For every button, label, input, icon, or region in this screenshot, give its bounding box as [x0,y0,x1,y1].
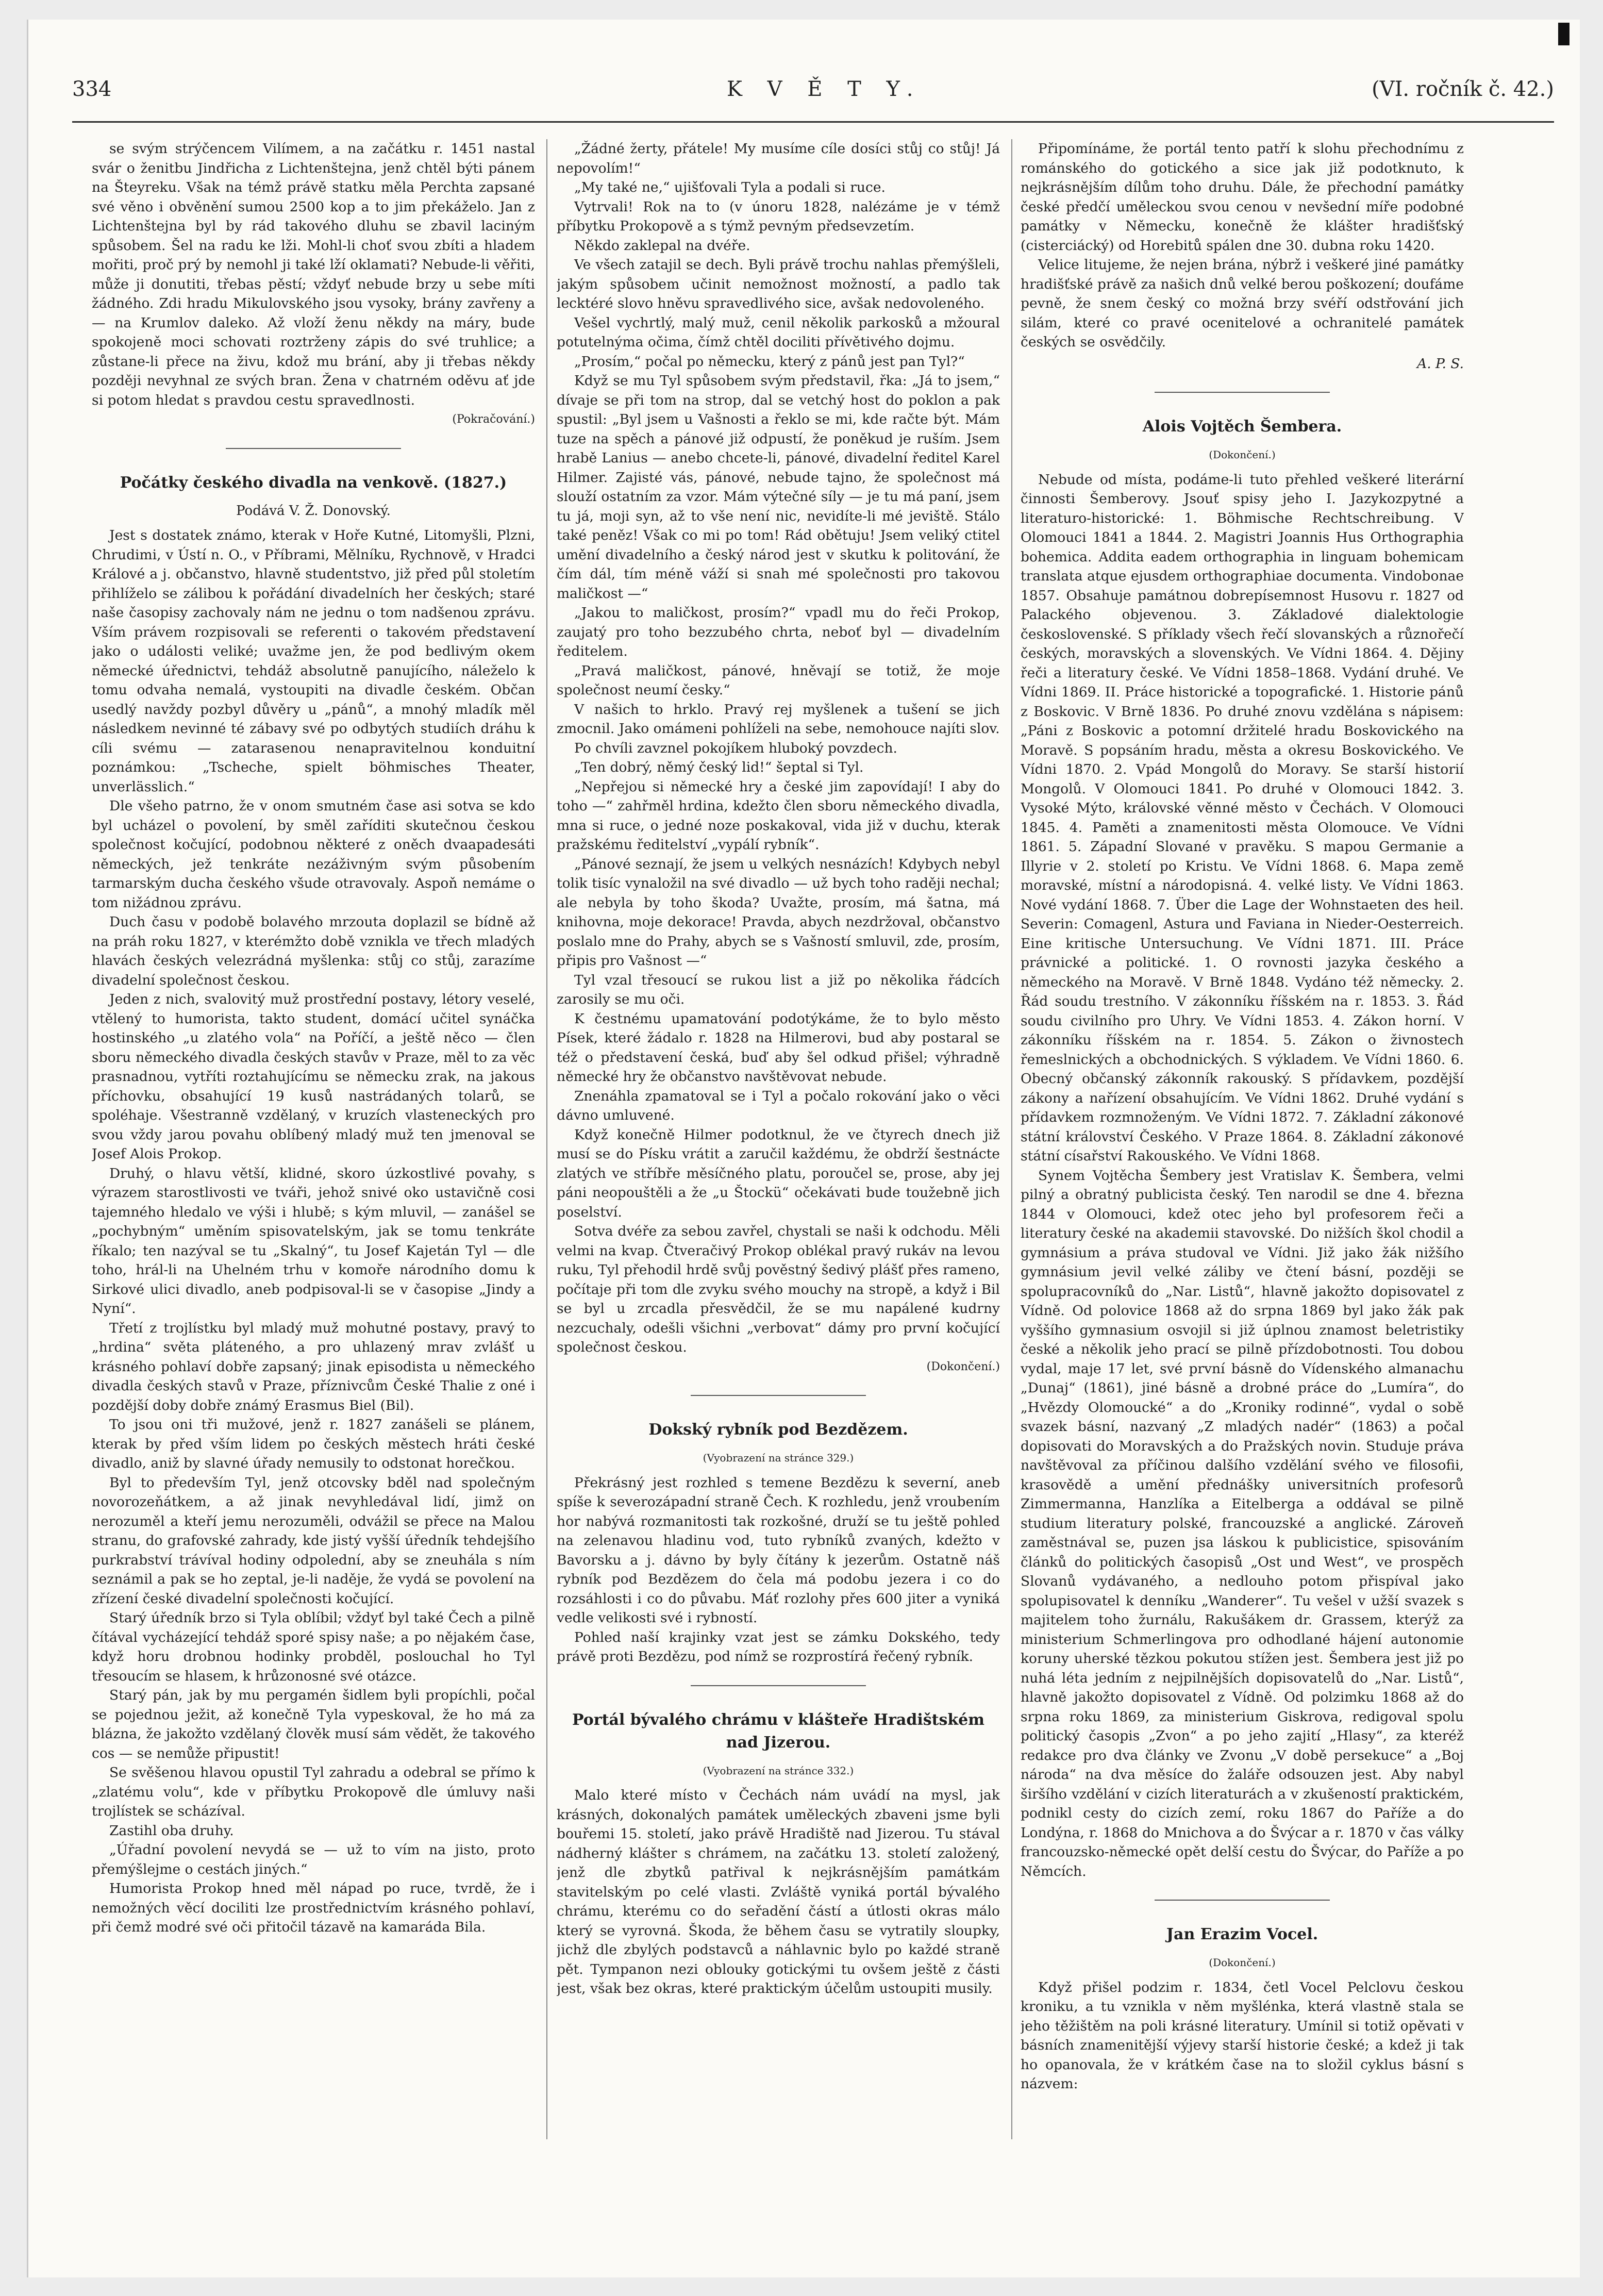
paragraph: „My také ne,“ ujišťovali Tyla a podali si ruce. [574,179,886,195]
paragraph: K čestnému upamatování podotýkáme, že to bylo město Písek, které žádalo r. 1828 na Hilmerovi, bud aby postaral se též o představení česká, buď aby šel odkud přišel; výhradně německé hry že občanstvo navštěvovat nebude. [557,1010,1000,1085]
paragraph: „Jakou to maličkost, prosím?“ vpadl mu do řeči Prokop, zaujatý pro toho bezzubého chrta, neboť byl — divadelním ředitelem. [557,605,1000,659]
paragraph: Po chvíli zavznel pokojíkem hluboký povzdech. [574,740,897,756]
page-number: 334 [72,77,112,101]
article-heading: Počátky českého divadla na venkově. (1827.) [120,473,507,492]
paragraph: Byl to především Tyl, jenž otcovsky bděl nad společným novorozeňátkem, a až jinak nevyhledával lidí, jimž on nerozuměl a kteří jemu nerozuměli, odvážil se přece na Malou stranu, do grafovské zahrady, kde jistý vyšší úředník tehdejšího purkrabství trávíval hodiny odpolední, aby se zneuhála s ním seznámil a pak se ho zeptal, je-li naděje, že vydá se povolení na zřízení české divadelní společnosti kočující. [92,1474,535,1607]
paragraph: Tyl vzal třesoucí se rukou list a již po několika řádcích zarosily se mu oči. [557,972,1000,1007]
article-byline: Podává V. Ž. Donovský. [236,503,391,519]
paragraph: Připomínáme, že portál tento patří k slohu přechodnímu z románského do gotického a sice jak již podotknuto, k nejkrásnějším dílům toho druhu. Dále, že přechodní památky české předčí uměleckou svou cenou v nevšední míře podobné památky v Německu, konečně že klášter hradišťský (cisterciácký) od Horebitů spálen dne 30. dubna roku 1420. [1021,141,1464,254]
paragraph: Duch času v podobě bolavého mrzouta doplazil se bídně až na práh roku 1827, v kterémžto době vznikla ve třech mladých hlavách českých velezrádná myšlenka: stůj co stůj, zarazíme divadelní společnost českou. [92,914,535,988]
section-divider [691,1685,866,1686]
paragraph: Humorista Prokop hned měl nápad po ruce, tvrdě, že i nemožných věcí dociliti lze prostřednictvím krásného pohlaví, při čemž modré své oči přitočil tázavě na kamaráda Bila. [92,1881,535,1935]
paragraph: Druhý, o hlavu větší, klidné, skoro úzkostlivé povahy, s výrazem starostlivosti ve tváři, jehož snivé oko ustavičně cosi tajemného hledalo ve výši i hlubě; s kým mluvil, — zanášel se „pochybným“ uměním spisovatelským, jak se tomu tenkráte říkalo; ten nazýval se tu „Skalný“, tu Josef Kajetán Tyl — dle toho, hrál-li na Uhelném trhu v komoře národního domu k Sirkové ulici divadlo, aneb podpisoval-li se v časopise „Jindy a Nyní“. [92,1165,535,1317]
paragraph: Znenáhla zpamatoval se i Tyl a počalo rokování jako o věci dávno umluvené. [557,1088,1000,1123]
paragraph: Zastihl oba druhy. [109,1822,234,1839]
paragraph: „Úřadní povolení nevydá se — už to vím na jisto, proto přemýšlejme o cestách jiných.“ [92,1842,535,1877]
paragraph: Malo které místo v Čechách nám uvádí na mysl, jak krásných, dokonalých památek uměleckých zbaveni jsme byli bouřemi 15. století, jako právě Hradiště nad Jizerou. Tu stával nádherný klášter s chrámem, na začátku 13. století založený, jenž dle zbytků patřival k nejkrásnějším památkám stavitelským po celé vlasti. Zvláště vyniká portál bývalého chrámu, kterému co do seřadění částí a útlosti okras málo který se vyrovná. Škoda, že během času se vytratily sloupky, jichž dle zbylých podstavců a náhlavnic bylo po každé straně pět. Tympanon nezi oblouky gotickými tu ovšem ještě z části jest, však bez okras, které praktickým účelům ustoupiti musily. [557,1787,1000,1996]
paragraph: Nebude od místa, podáme-li tuto přehled veškeré literární činnosti Šemberovy. Jsouť spisy jeho I. Jazykozpytné a literaturo-historické: 1. Böhmische Rechtschreibung. V Olomouci 1841 a 1844. 2. Magistri Joannis Hus Orthographia bohemica. Addita eadem orthographia in linguam bohemicam translata atque ejusdem orthographiae documenta. Vindobonae 1857. Obsahuje památnou dobrepísemnost Husovu r. 1827 od Palackého objevenou. 3. Základové dialektologie československé. S příklady všech řečí slovanských a různořečí českých, moravských a slovenských. Ve Vídni 1864. 4. Dějiny řeči a literatury české. Ve Vídni 1858–1868. Vydání druhé. Ve Vídni 1869. II. Práce historické a topografické. 1. Historie pánů z Boskovic. V Brně 1836. Po druhé znovu vzdělána s nápisem: „Páni z Boskovic a potomní držitelé hradu Boskovického na Moravě. S popsáním hradu, města a okresu Boskovického. Ve Vídni 1870. 2. Vpád Mongolů do Moravy. Se starší historií Mongolů. V Olomouci 1841. Po druhé v Olomouci 1842. 3. Vysoké Mýto, královské věnné město v Čechách. V Olomouci 1845. 4. Paměti a znamenitosti města Olomouce. Ve Vídni 1861. 5. Západní Slované v pravěku. S mapou Germanie a Illyrie v 2. století po Kristu. Ve Vídni 1868. 6. Mapa země moravské, místní a národopisná. 4. velké listy. Ve Vídni 1863. Nové vydání 1868. 7. Über die Lage der Wohnstaeten des heil. Severin: Comagenl, Astura und Faviana in Nieder-Oesterreich. Eine kritische Untersuchung. Ve Vídni 1871. III. Práce právnické a politické. 1. O rovnosti jazyka českého a německého na Moravě. V Brně 1848. Vydáno též německy. 2. Řád soudu trestního. V zákonníku říšském na r. 1853. 3. Řád soudu civilního pro Uhry. Ve Vídni 1853. 4. Zákon horní. V zákonníku říšském na r. 1854. 5. Zákon o živnostech řemeslnických a obchodnických. S výkladem. Ve Vídni 1860. 6. Obecný občanský zákonník rakouský. S přídavkem, pozdější zákony a nařízení obsahujícím. Ve Vídni 1862. Druhé vydání s přídavkem rozmnoženým. Ve Vídni 1872. 7. Základní zákonové státní království Českého. V Praze 1864. 8. Základní zákonové státní císařství Rakouského. Ve Vídni 1868. [1021,471,1464,1164]
scan-corner-mark [1558,23,1569,45]
article-heading: Dokský rybník pod Bezdězem. [648,1421,908,1439]
section-divider [691,1395,866,1396]
paragraph: To jsou oni tři mužové, jenž r. 1827 zanášeli se plánem, kterak by před vším lidem po českých městech hráti české divadlo, aniž by slavné úřady nemusily to odstonat horečkou. [92,1417,535,1471]
paragraph: Když přišel podzim r. 1834, četl Vocel Pelclovu českou kroniku, a tu vznikla v něm myšlénka, která vlastně stala se jeho těžištěm na poli krásné literatury. Umínil si totiž opěvati v básních znamenitější výjevy starší historie české; a kdež ji tak ho opanovala, že v krátkém čase na to složil cyklus básní s názvem: [1021,1979,1464,2092]
section-divider [1155,392,1330,393]
column-3 [1021,139,1464,2248]
paragraph: Starý pán, jak by mu pergamén šidlem byli propíchli, počal se pojednou ježit, až konečně Tyla vypeskoval, že ho má za blázna, že jakožto vzdělaný člověk musí sám vědět, že takového cos — se nemůže připustit! [92,1687,535,1761]
header-rule [72,121,1554,123]
paragraph: Někdo zaklepal na dvéře. [574,237,750,254]
paragraph: „Nepřejou si německé hry a české jim zapovídají! I aby do toho —“ zahřměl hrdina, kdežto člen sboru německého divadla, mna si ruce, o jedné noze poskakoval, vida již v duchu, kterak pražskému ředitelství „vypálí rybník“. [557,778,1000,853]
continuation-note: (Dokončení.) [926,1360,1000,1373]
paragraph: Když konečně Hilmer podotknul, že ve čtyrech dnech již musí se do Písku vrátit a zaručil každému, že obdrží šestnácte zlatých ve stříbře měsíčného platu, poroučel se, prose, aby jej páni neopouštěli a že „u Štockü“ očekávati bude toužebně jich poselství. [557,1126,1000,1220]
paragraph: Pohled naší krajinky vzat jest se zámku Dokského, tedy právě proti Bezdězu, pod nímž se rozprostírá řečený rybník. [557,1629,1000,1665]
paragraph: „Pravá maličkost, pánové, hněvají se totiž, že moje společnost neumí česky.“ [557,662,1000,698]
continuation-note: (Pokračování.) [452,413,535,426]
illustration-note: (Vyobrazení na stránce 332.) [703,1764,854,1777]
paragraph: Vešel vychrtlý, malý muž, cenil několik parkosků a mžoural potutelnýma očima, čímž chtěl dociliti přívětivého dojmu. [557,314,1000,350]
paragraph: V našich to hrklo. Pravý rej myšlenek a tušení se jich zmocnil. Jako omámeni pohlíželi na sebe, nemohouce najíti slov. [557,701,1000,737]
paragraph: „Žádné žerty, přátele! My musíme cíle dosíci stůj co stůj! Já nepovolím!“ [557,141,1000,176]
paragraph: Jest s dostatek známo, kterak v Hoře Kutné, Litomyšli, Plzni, Chrudimi, v Ústí n. O., v Příbrami, Mělníku, Rychnově, v Hradci Králové a j. občanstvo, hlavně studentstvo, již před půl stoletím přihlíželo se zálibou k pořádání divadelních her českých; staré naše časopisy zachovaly nám ne jednu o tom nadšenou zprávu. Vším právem rozpisovali se referenti o takovém představení jako o události veliké; uvažme jen, že pod bedlivým okem německé úřednictvi, tehdáž absolutně panujícího, náleželo k tomu odvaha nemalá, vystoupiti na divadle českém. Občan usedlý navždy pozbyl důvěry u „pánů“, a mnohý mladík měl následkem nevinné té zábavy své po odbytých studiích dráhu k cíli svému — zatarasenou nenapravitelnou konduitní poznámkou: „Tscheche, spielt böhmisches Theater, unverlässlich.“ [92,527,535,795]
column-divider [546,139,547,2139]
paragraph: Starý úředník brzo si Tyla oblíbil; vždyť byl také Čech a pilně čítával vycházející tehdáž sporé spisy naše; a po nějakém čase, když horu drobnou hodinky probděl, poslouchal ho Tyl třesoucím se hlasem, k hrůzonosné své otázce. [92,1610,535,1684]
article-heading: Jan Erazim Vocel. [1166,1925,1318,1943]
author-signature: A. P. S. [1417,355,1464,372]
paragraph: Velice litujeme, že nejen brána, nýbrž i veškeré jiné památky hradišťské právě za našich dnů velké berou poškození; doufáme pevně, že snem český co možná brzy svéří odstřování jich silám, které co pravé ocenitelové a ochranitelé památek českých se osvědčily. [1021,257,1464,350]
paragraph: „Prosím,“ počal po německu, který z pánů jest pan Tyl?“ [574,353,965,370]
column-1 [92,139,535,2248]
paragraph: Synem Vojtěcha Šembery jest Vratislav K. Šembera, velmi pilný a obratný publicista český. Ten narodil se dne 4. března 1844 v Olomouci, kdež otec jeho byl profesorem řeči a literatury české na akademii stavovské. Do nižších škol chodil a gymnásium a práva studoval ve Vídni. Již jako žák nižšího gymnásium jevil velké záliby ve čtení básní, později se spolupracovníků do „Nar. Listů“, hlavně jakožto dopisovatel z Vídně. Od polovice 1868 až do srpna 1869 byl jako žák pak vyššího gymnasium osvojil si již úplnou znamost beletristiky české a několik jeho prací se pilně přízdobotnosti. Tou dobou vydal, maje 17 let, své první básně do Vídenského almanachu „Dunaj“ (1861), jiné básně a drobné práce do „Lumíra“, do „Hvězdy Olomoucké“ a do „Kroniky rodinné“, vydal o sobě svazek básní, nazvaný „Z mladých nadér“ (1863) a počal dopisovati do Moravských a do Pražských novin. Studuje práva navštěvoval za příčinou dalšího vzdělání svého ve filosofii, krasovědě a umění přednášky universitních profesorů Zimmermanna, Hanzlíka a Eitelberga a oddával se pilně studium literatury polské, francouzské a anglické. Zároveň zaměstnával se, puzen jsa láskou k publicistice, spisováním článků do politických časopisů „Ost und West“, ve prospěch Slovanů vydávaného, a nedlouho potom přispíval jako spolupisovatel k denníku „Wanderer“. Tu vešel v užší svazek s majitelem toho žurnálu, Rakušákem dr. Grassem, kterýž za ministerium Schmerlingova pro odhodlané hájení autonomie koruny uherské tězkou pokutou stížen jest. Šembera jest již po nuhá léta jedním z nejpilnějších dopisovatelů do „Nar. Listů“, hlavně jakožto dopisovatel z Vídně. Od polzimku 1868 až do srpna roku 1869, za ministerium Giskrova, redigoval spolu politický časopis „Zvon“ a po jeho zajití „Hlasy“, za kteréž redakce pro dva články ve Zvonu „V době persekuce“ a „Boj národa“ na dva měsíce do žaláře odsouzen jest. Aby nabyl širšího vzdělání v cizích literaturách a v zkušeností praktickém, podnikl cesty do cizích zemí, roku 1867 do Paříže a do Londýna, r. 1868 do Mnichova a do Švýcar a r. 1870 v čas války francouzsko-německé opět delší cestu do Švýcar, do Paříže a po Němcích. [1021,1167,1464,1879]
paragraph: Jeden z nich, svalovitý muž prostřední postavy, létory veselé, vtělený to humorista, takto student, domácí učitel synáčka hostinského „u zlatého vola“ na Poříčí, a ještě něco — člen sboru německého divadla českých stavův v Praze, měl to za věc prasnadnou, vytříti roztahujícímu se německu zrak, na jakous příchovku, obsahující 19 kusů nastrádaných tolarů, se spoléhaje. Všestranně vzdělaný, v kruzích vlasteneckých pro svou vždy jarou povahu oblíbený mladý muž ten jmenoval se Josef Alois Prokop. [92,991,535,1162]
paragraph: Se svěšenou hlavou opustil Tyl zahradu a odebral se přímo k „zlatému volu“, kde v příbytku Prokopově dle úmluvy naši trojlístek se scházíval. [92,1765,535,1819]
section-divider [226,448,401,449]
paragraph: Překrásný jest rozhled s temene Bezdězu k severní, aneb spíše k severozápadní straně Čech. K rozhledu, jenž vroubením hor nabývá rozmanitosti tak rozkošné, druží se tu ještě pohled na zelenavou hladinu vod, tuto rybníků zvaných, kdežto v Bavorsku a j. dávno by byly čítány k jezerům. Ostatně náš rybník pod Bezdězem do čela má podobu jezera i co do rozsáhlosti i co do půvabu. Máť rozlohy přes 600 jiter a vyniká vedle velikosti své i rybností. [557,1474,1000,1626]
continuation-note: (Dokončení.) [1209,448,1276,461]
paragraph: Sotva dvéře za sebou zavřel, chystali se naši k odchodu. Měli velmi na kvap. Čtveračivý Prokop oblékal pravý rukáv na levou ruku, Tyl přehodil hrdě svůj pověstný šedivý plášť přes rameno, počítaje při tom dle zvyku svého mouchy na stropě, a když i Bil se byl u zrcadla přesvědčil, že se mu napálené kudrny nezcuchaly, odešli všichni „verbovat“ dámy pro první kočující společnost českou. [557,1223,1000,1355]
paragraph: „Pánové seznají, že jsem u velkých nesnázích! Kdybych nebyl tolik tisíc vynaložil na své divadlo — už bych toho raději nechal; ale nebyla by toho škoda? Uvažte, prosím, má šatna, má knihovna, moje dekorace! Pravda, abych nezdržoval, občanstvo poslalo mne do Prahy, abych se s Vašností smluvil, zde, prosím, připis pro Vašnost —“ [557,856,1000,969]
paragraph: „Ten dobrý, němý český lid!“ šeptal si Tyl. [574,759,864,775]
issue-label: (VI. ročník č. 42.) [1372,77,1554,101]
continuation-note: (Dokončení.) [1209,1956,1276,1969]
paragraph: Třetí z trojlístku byl mladý muž mohutné postavy, pravý to „hrdina“ světa pláteného, a pro uhlazený mrav zvlášť u krásného pohlaví dobře zapsaný; jinak episodista u německého divadla českých stavů v Praze, příznivcům České Thalie z oné i pozdější doby dobře známý Erasmus Biel (Bil). [92,1320,535,1413]
journal-title: K V Ě T Y. [727,77,923,101]
paragraph: Dle všeho patrno, že v onom smutném čase asi sotva se kdo byl ucházel o povolení, by směl zaříditi skutečnou českou společnost kočující, podobnou některé z oněch dvaapadesáti německých, jež tenkráte nezáživným svým působením tarmarským ducha českého všude otravovaly. Aspoň nemáme o tom nižádnou zprávu. [92,798,535,911]
paragraph: Vytrvali! Rok na to (v únoru 1828, nalézáme je v témž příbytku Prokopově a s týmž pevným předsevzetím. [557,198,1000,234]
column-divider [1011,139,1012,2139]
illustration-note: (Vyobrazení na stránce 329.) [703,1452,854,1464]
article-heading: Portál bývalého chrámu v klášteře Hradištském nad Jizerou. [572,1710,984,1752]
article-heading: Alois Vojtěch Šembera. [1142,418,1342,436]
section-divider [1155,1900,1330,1901]
paragraph: Když se mu Tyl spůsobem svým představil, řka: „Já to jsem,“ dívaje se při tom na strop, dal se vetchý host do poklon a pak spustil: „Byl jsem u Vašnosti a řeklo se mi, kde račte být. Mám tuze na spěch a pánové již odpustí, že poněkud je ruším. Jsem hrabě Lanius — anebo chcete-li, pánové, divadelní ředitel Karel Hilmer. Zajisté vás, pánové, nebude tajno, že společnost má slouží ostatním za vzor. Mám výtečné síly — je tu má paní, jsem tu já, moji syn, až to vše není nic, nevidíte-li mé jeviště. Stálo také peněz! Však co mi po tom! Rád obětuju! Jsem veliký ctitel umění divadelního a český národ jest v skutku k politování, že čím dál, tím méně váží si snah mé společnosti pro takovou maličkost —“ [557,373,1000,602]
paragraph: Ve všech zatajil se dech. Byli právě trochu nahlas přemýšleli, jakým spůsobem učinit nemožnost možností, a padlo tak lecktéré slovo hněvu spravedlivého sice, avšak nedovoleného. [557,257,1000,311]
paragraph: se svým strýčencem Vilímem, a na začátku r. 1451 nastal svár o ženitbu Jindřicha z Lichtenštejna, jenž chtěl býti pánem na Šteyreku. Však na témž právě statku měla Perchta zapsané své věno i obvěnění sumou 2500 kop a to jim překáželo. Jan z Lichtenštejna byl by rád takového dluhu se zbavil laciným spůsobem. Šel na radu ke lži. Mohl-li choť svou zbíti a hladem mořiti, proč prý by nemohl ji také lží oklamati? Nebude-li věřiti, může ji donutiti, třebas pěstí; vždyť nebude brzy u sebe míti žádného. Zdi hradu Mikulovského jsou vysoky, brány zavřeny a — na Krumlov daleko. Až vloží ženu někdy na máry, bude spokojeně moci schovati roztrženy zápis do své truhlice; a zůstane-li přece na živu, kdož mu brání, aby ji třebas někdy později nevyhnal ze svých bran. Žena v chatrném oděvu ať jde si potom hledat s pravdou cestu spravedlnosti. [92,141,535,408]
column-2 [557,139,1000,2248]
